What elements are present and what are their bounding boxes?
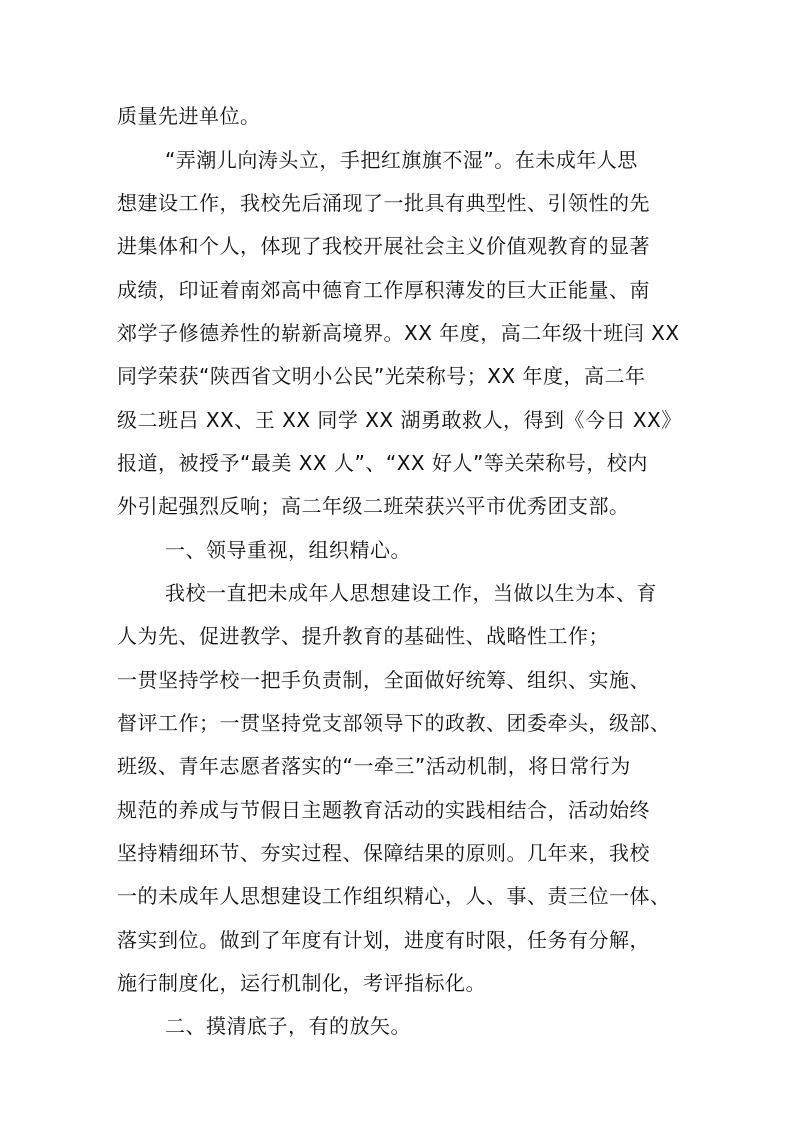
text-line: 质量先进单位。 (117, 104, 261, 128)
text-line: 外引起强烈反响；高二年级二班荣获兴平市优秀团支部。 (117, 494, 630, 518)
text-line: 郊学子修德养性的崭新高境界。XX 年度，高二年级十班闫 XX (117, 321, 680, 345)
text-line: 一贯坚持学校一把手负责制，全面做好统筹、组织、实施、 (117, 668, 650, 692)
text-line: 级二班吕 XX、王 XX 同学 XX 湖勇敢救人，得到《今日 XX》 (117, 408, 682, 432)
text-line: 督评工作；一贯坚持党支部领导下的政教、团委牵头，级部、 (117, 711, 671, 735)
section-heading: 二、摸清底子，有的放矢。 (165, 1014, 411, 1038)
text-line: 我校一直把未成年人思想建设工作，当做以生为本、育 (165, 581, 657, 605)
section-heading: 一、领导重视，组织精心。 (165, 538, 411, 562)
text-line: “弄潮儿向涛头立，手把红旗旗不湿”。在未成年人思 (165, 148, 638, 172)
text-line: 成绩，印证着南郊高中德育工作厚积薄发的巨大正能量、南 (117, 278, 650, 302)
text-line: 落实到位。做到了年度有计划，进度有时限，任务有分解， (117, 928, 650, 952)
text-line: 班级、青年志愿者落实的“一牵三”活动机制，将日常行为 (117, 754, 631, 778)
text-line: 一的未成年人思想建设工作组织精心，人、事、责三位一体、 (117, 884, 671, 908)
text-line: 想建设工作，我校先后涌现了一批具有典型性、引领性的先 (117, 191, 650, 215)
text-line: 报道，被授予“最美 XX 人”、“XX 好人”等关荣称号，校内 (117, 451, 648, 475)
text-line: 同学荣获“陕西省文明小公民”光荣称号；XX 年度，高二年 (117, 364, 646, 388)
text-line: 人为先、促进教学、提升教育的基础性、战略性工作； (117, 624, 609, 648)
text-line: 坚持精细环节、夯实过程、保障结果的原则。几年来，我校 (117, 841, 650, 865)
text-line: 进集体和个人，体现了我校开展社会主义价值观教育的显著 (117, 234, 650, 258)
text-line: 规范的养成与节假日主题教育活动的实践相结合，活动始终 (117, 798, 650, 822)
text-line: 施行制度化，运行机制化，考评指标化。 (117, 971, 486, 995)
